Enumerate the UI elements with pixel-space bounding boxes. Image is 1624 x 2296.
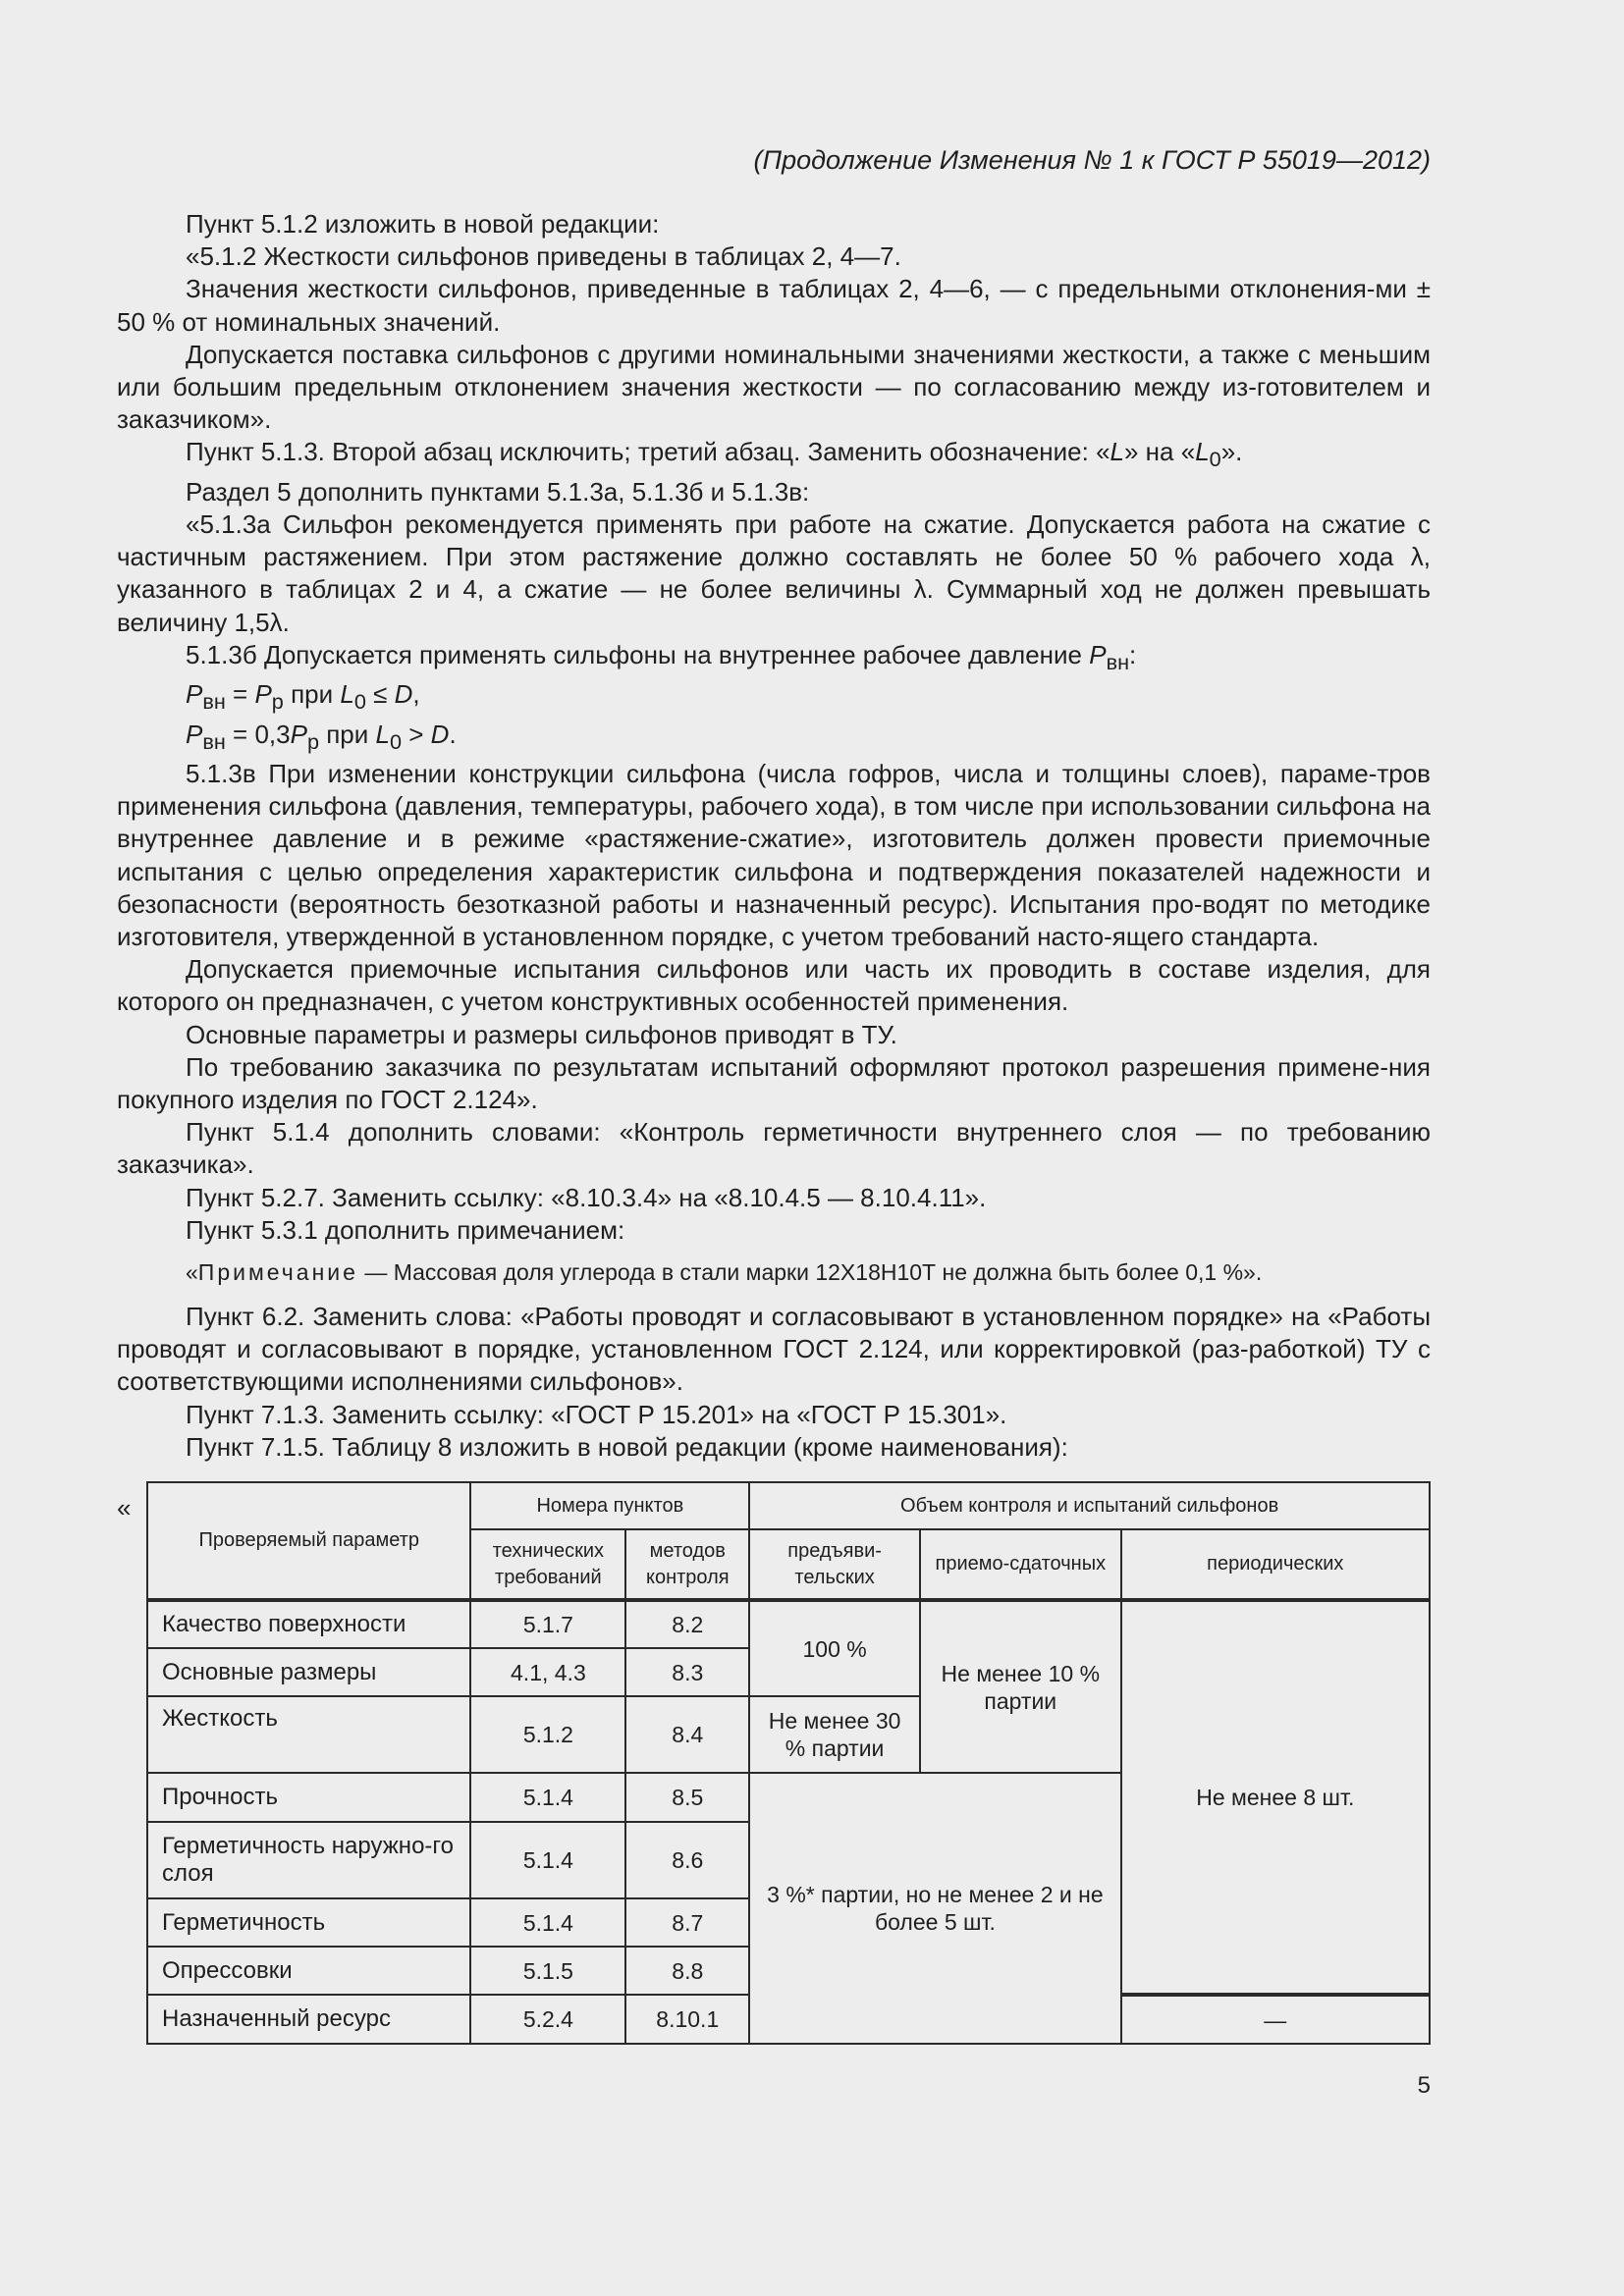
header-param: Проверяемый параметр [147,1482,470,1600]
paragraph: Допускается поставка сильфонов с другими номинальными значениями жесткости, а также с меньшим или большим предельным отклонением значения жесткости — по согласованию между из-готовителем и заказчиком». [117,339,1431,435]
header-points: Номера пунктов [470,1482,749,1529]
paragraph: Пункт 7.1.3. Заменить ссылку: «ГОСТ Р 15.201» на «ГОСТ Р 15.301». [186,1399,1007,1429]
table-row: Качество поверхности 5.1.7 8.2 100 % Не менее 10 % партии Не менее 8 шт. [147,1600,1430,1648]
paragraph: Значения жесткости сильфонов, приведенные в таблицах 2, 4—6, — с предельными отклонения-ми ± 50 % от номинальных значений. [117,274,1431,337]
table-row: Опрессовки 5.1.5 8.8 [147,1947,1430,1995]
running-header: (Продолжение Изменения № 1 к ГОСТ Р 55019—2012) [753,145,1431,175]
table-row: Жесткость 5.1.2 8.4 Не менее 30 % партии [147,1696,1430,1773]
header-accept: приемо-сдаточных [920,1529,1121,1600]
formula-line: $P_{вн} = P_р$ при $L_0 \le D$, [186,679,420,715]
cell-pre-100: 100 % [749,1600,920,1696]
header-methods: методов контроля [625,1529,749,1600]
cell-merged-3: 3 %* партии, но не менее 2 и не более 5 шт. [749,1773,1120,2044]
table-row: Прочность 5.1.4 8.5 3 %* партии, но не менее 2 и не более 5 шт. [147,1773,1430,1822]
note: «Примечание — Массовая доля углерода в стали марки 12Х18Н10Т не должна быть более 0,1 %». [186,1259,1263,1286]
paragraph: Пункт 5.1.2 изложить в новой редакции: [186,209,660,239]
header-pre: предъяви-тельских [749,1529,920,1600]
header-periodic: периодических [1121,1529,1430,1600]
paragraph: Пункт 7.1.5. Таблицу 8 изложить в новой редакции (кроме наименования): [186,1431,1068,1462]
paragraph: Раздел 5 дополнить пунктами 5.1.3а, 5.1.3б и 5.1.3в: [186,476,810,507]
cell-periodic-8: Не менее 8 шт. [1121,1600,1430,1995]
document-body [117,208,1431,1464]
paragraph: «5.1.3а Сильфон рекомендуется применять при работе на сжатие. Допускается работа на сжатие с частичным растяжением. При этом растяжение должно составлять не более 50 % рабочего хода λ, указанного в таблицах 2 и 4, а сжатие — не более величины λ. Суммарный ход не должен превышать величину 1,5λ. [117,509,1431,637]
page-number: 5 [1417,2072,1431,2099]
paragraph: Основные параметры и размеры сильфонов приводят в ТУ. [186,1019,897,1049]
paragraph: Допускается приемочные испытания сильфонов или часть их проводить в составе изделия, для которого он предназначен, с учетом конструктивных особенностей применения. [117,954,1431,1017]
cell-pre-30: Не менее 30 % партии [749,1696,920,1773]
cell-periodic-dash: — [1121,1995,1430,2044]
header-volume: Объем контроля и испытаний сильфонов [749,1482,1430,1529]
cell-accept-10: Не менее 10 % партии [920,1600,1121,1773]
formula-line: $P_{вн} = 0,3P_р$ при $L_0 > D$. [186,719,457,754]
table-8 [146,1481,1431,2045]
table-row: Назначенный ресурс 5.2.4 8.10.1 — [147,1995,1430,2044]
paragraph: Пункт 5.1.4 дополнить словами: «Контроль герметичности внутреннего слоя — по требованию заказчика». [117,1117,1431,1180]
paragraph: 5.1.3в При изменении конструкции сильфона (числа гофров, числа и толщины слоев), параме-тров применения сильфона (давления, температуры, рабочего хода), в том числе при использовании сильфона на внутреннее давление и в режиме «растяжение-сжатие», изготовитель должен провести приемочные испытания с целью определения характеристик сильфона и подтверждения показателей надежности и безопасности (вероятность безотказной работы и назначенный ресурс). Испытания про-водят по методике изготовителя, утвержденной в установленном порядке, с учетом требований насто-ящего стандарта. [117,759,1431,952]
table-row: Герметичность 5.1.4 8.7 [147,1898,1430,1947]
paragraph: «5.1.2 Жесткости сильфонов приведены в таблицах 2, 4—7. [186,241,901,272]
paragraph: Пункт 5.3.1 дополнить примечанием: [186,1214,625,1245]
paragraph: 5.1.3б Допускается применять сильфоны на внутреннее рабочее давление $P_{вн}$: [186,639,1137,675]
header-tech: технических требований [470,1529,625,1600]
table-row: Основные размеры 4.1, 4.3 8.3 [147,1648,1430,1696]
paragraph: Пункт 6.2. Заменить слова: «Работы проводят и согласовывают в установленном порядке» на «Работы проводят и согласовывают в порядке, установленном ГОСТ 2.124, или корректировкой (раз-работкой) ТУ с соответствующими исполнениями сильфонов». [117,1302,1431,1397]
table-row: Герметичность наружно-го слоя 5.1.4 8.6 [147,1822,1430,1898]
paragraph: Пункт 5.2.7. Заменить ссылку: «8.10.3.4» на «8.10.4.5 — 8.10.4.11». [186,1182,987,1212]
opening-quote: « [117,1493,132,1522]
paragraph: Пункт 5.1.3. Второй абзац исключить; третий абзац. Заменить обозначение: «L» на «$L_0$». [186,437,1243,472]
paragraph: По требованию заказчика по результатам испытаний оформляют протокол разрешения примене-ния покупного изделия по ГОСТ 2.124». [117,1051,1431,1115]
